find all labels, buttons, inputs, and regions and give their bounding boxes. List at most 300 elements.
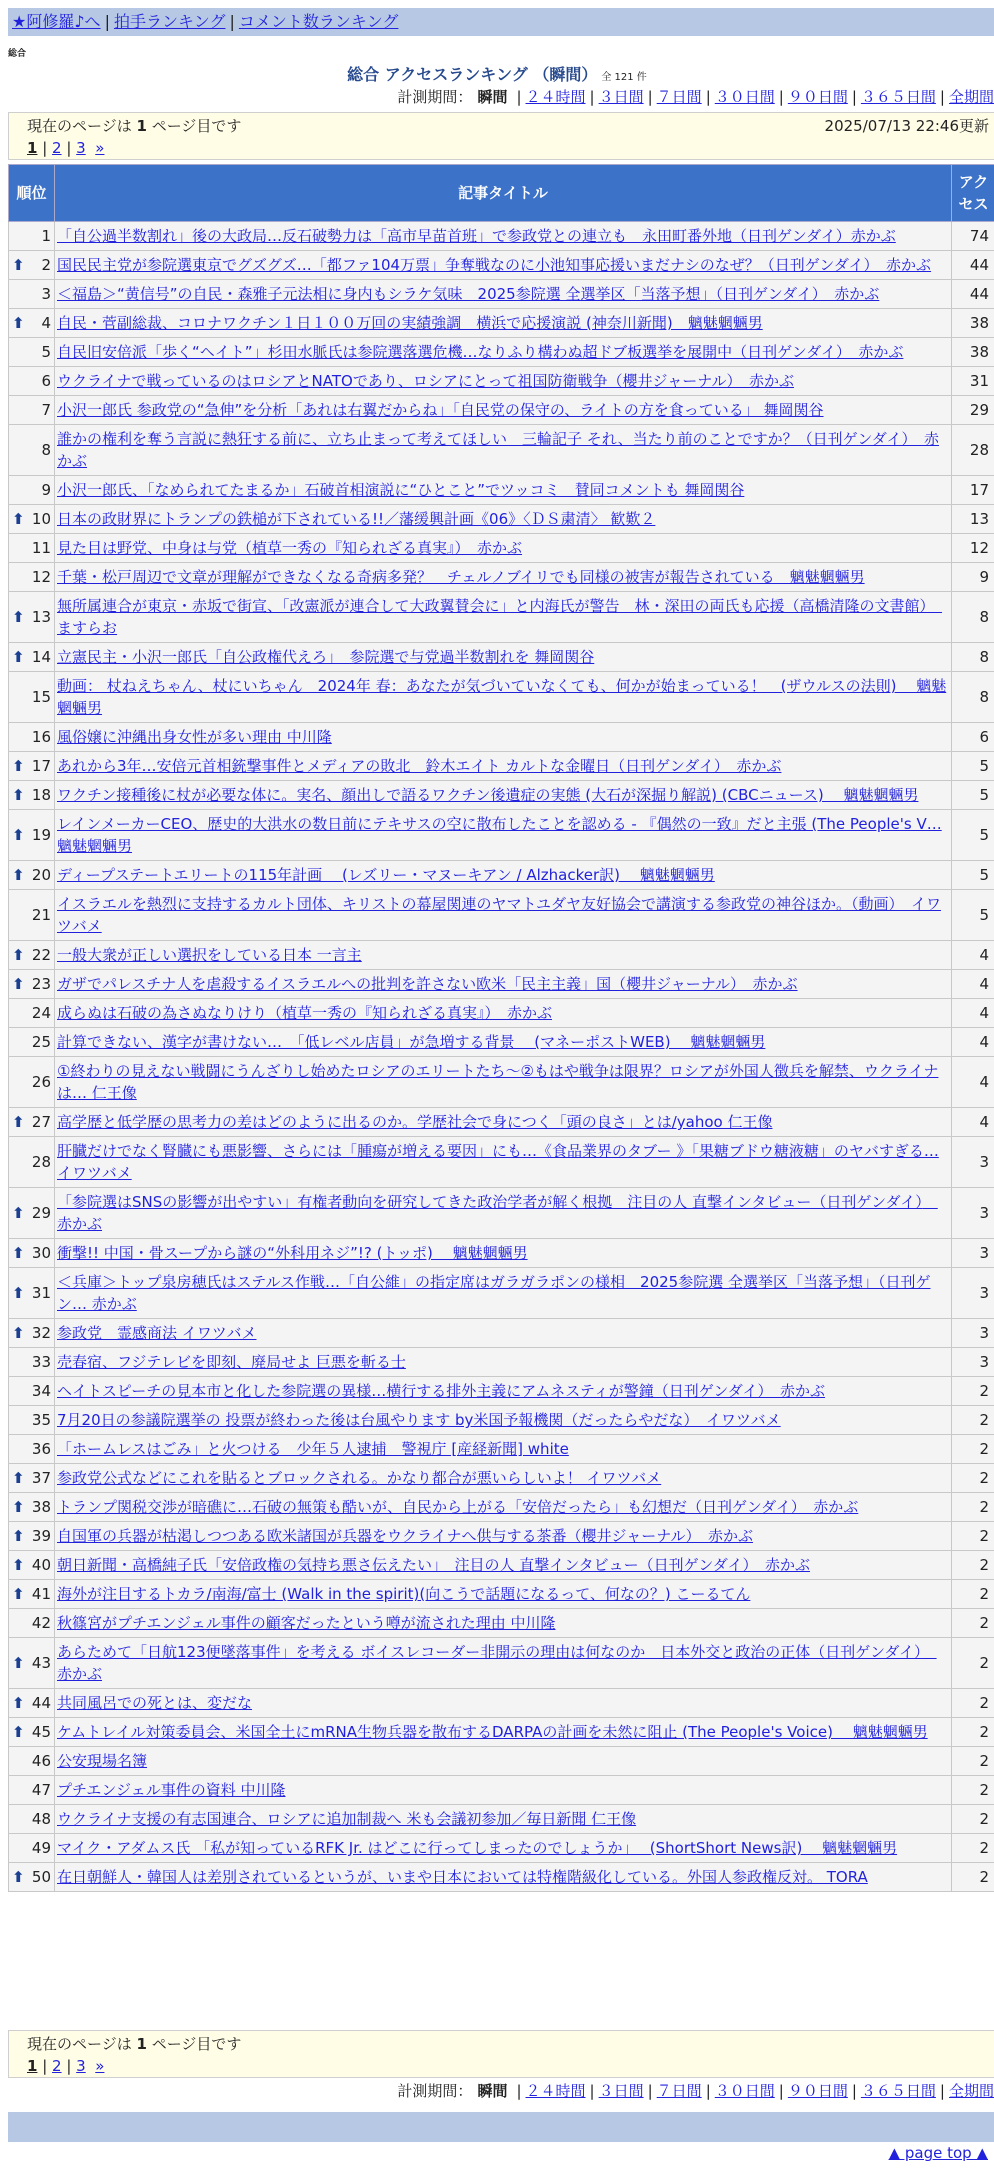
article-title-link[interactable]: 「ホームレスはごみ」と火つける 少年５人逮捕 警視庁 [産経新聞] white (57, 1440, 569, 1458)
title-cell (55, 1108, 952, 1137)
table-row (9, 941, 994, 970)
footer-bar (8, 2112, 994, 2142)
period-3d[interactable]: ３日間 (598, 2082, 644, 2100)
rank-number: 2 (41, 256, 51, 274)
access-count: 4 (952, 999, 994, 1028)
access-count: 3 (952, 1268, 994, 1319)
article-title-link[interactable]: 海外が注目するトカラ/南海/富士 (Walk in the spirit)(向こうで話題になるって、何なの？) こーるてん (57, 1585, 751, 1603)
article-title-link[interactable]: 衝撃!! 中国・骨スープから謎の“外科用ネジ”!? (トッポ) 魑魅魍魎男 (57, 1244, 528, 1262)
access-count: 8 (952, 592, 994, 643)
table-row (9, 476, 994, 505)
table-row (9, 1718, 994, 1747)
access-count: 2 (952, 1718, 994, 1747)
access-count: 5 (952, 861, 994, 890)
access-count: 12 (952, 534, 994, 563)
rank-number: 27 (31, 1113, 51, 1131)
article-title-link[interactable]: プチエンジェル事件の資料 中川隆 (57, 1781, 286, 1799)
title-cell (55, 367, 952, 396)
rank-number: 30 (31, 1244, 51, 1262)
title-cell (55, 476, 952, 505)
up-arrow-icon: ⬆ (12, 1694, 25, 1712)
rank-number: 35 (31, 1411, 51, 1429)
rank-cell (9, 367, 55, 396)
title-cell (55, 723, 952, 752)
article-title-link[interactable]: 国民民主党が参院選東京でグズグズ…「都ファ104万票」争奪戦なのに小池知事応援いまだナシのなぜ？（日刊ゲンダイ） 赤かぶ (57, 256, 932, 274)
page-info-text: 現在のページは 1 ページ目です (27, 2035, 242, 2053)
page-info-text: 現在のページは 1 ページ目です (27, 117, 242, 135)
rank-cell (9, 810, 55, 861)
access-count: 4 (952, 1108, 994, 1137)
table-row (9, 752, 994, 781)
article-title-link[interactable]: イスラエルを熱烈に支持するカルト団体、キリストの幕屋関連のヤマトユダヤ友好協会で講演する参政党の神谷ほか。（動画） イワツバメ (57, 895, 941, 935)
article-title-link[interactable]: ウクライナで戦っているのはロシアとNATOであり、ロシアにとって祖国防衛戦争（櫻井ジャーナル） 赤かぶ (57, 372, 794, 390)
header-access: アクセス (952, 165, 994, 222)
table-row (9, 1057, 994, 1108)
title-cell (55, 643, 952, 672)
header-title: 記事タイトル (55, 165, 952, 222)
rank-number: 17 (31, 757, 51, 775)
table-row (9, 643, 994, 672)
article-title-link[interactable]: 参政党公式などにこれを貼るとブロックされる。かなり都合が悪いらしいよ！ イワツバメ (57, 1469, 662, 1487)
table-row (9, 1377, 994, 1406)
rank-cell (9, 1863, 55, 1892)
page-3-link[interactable]: 3 (76, 2057, 86, 2075)
title-cell (55, 1580, 952, 1609)
rank-number: 42 (31, 1614, 51, 1632)
period-30d[interactable]: ３０日間 (714, 2082, 775, 2100)
article-title-link[interactable]: ①終わりの見えない戦闘にうんざりし始めたロシアのエリートたち～②もはや戦争は限界？ロシアが外国人徴兵を解禁、ウクライナは… 仁王像 (57, 1062, 939, 1102)
access-count: 2 (952, 1435, 994, 1464)
rank-cell (9, 1689, 55, 1718)
period-label: 計測期間： (397, 88, 473, 106)
article-title-link[interactable]: 公安現場名簿 (57, 1752, 148, 1770)
title-cell (55, 505, 952, 534)
up-arrow-icon: ⬆ (12, 1556, 25, 1574)
rank-number: 37 (31, 1469, 51, 1487)
rank-number: 47 (31, 1781, 51, 1799)
rank-number: 36 (31, 1440, 51, 1458)
period-365d[interactable]: ３６５日間 (860, 2082, 936, 2100)
rank-cell (9, 1319, 55, 1348)
access-count: 2 (952, 1834, 994, 1863)
title-cell (55, 1689, 952, 1718)
title-cell (55, 1718, 952, 1747)
page-1-current: 1 (27, 139, 38, 157)
article-title-link[interactable]: 売春宿、フジテレビを即刻、廃局せよ 巨悪を斬る士 (57, 1353, 406, 1371)
table-row (9, 890, 994, 941)
table-row (9, 1551, 994, 1580)
article-title-link[interactable]: 参政党 霊感商法 イワツバメ (57, 1324, 257, 1342)
period-7d[interactable]: ７日間 (656, 2082, 702, 2100)
rank-cell (9, 425, 55, 476)
rank-cell (9, 563, 55, 592)
rank-cell (9, 338, 55, 367)
period-90d[interactable]: ９０日間 (787, 2082, 848, 2100)
up-arrow-icon: ⬆ (12, 1284, 25, 1302)
rank-number: 9 (41, 481, 51, 499)
home-link[interactable]: ★阿修羅♪へ (12, 12, 101, 31)
access-count: 4 (952, 1057, 994, 1108)
rank-cell (9, 251, 55, 280)
access-count: 44 (952, 280, 994, 309)
access-count: 2 (952, 1609, 994, 1638)
table-row (9, 723, 994, 752)
rank-number: 31 (31, 1284, 51, 1302)
up-arrow-icon: ⬆ (12, 866, 25, 884)
article-title-link[interactable]: あらためて「日航123便墜落事件」を考える ボイスレコーダー非開示の理由は何なのか 日本外交と政治の正体（日刊ゲンダイ） 赤かぶ (57, 1643, 937, 1683)
rank-number: 20 (31, 866, 51, 884)
title-cell (55, 1747, 952, 1776)
table-row (9, 1188, 994, 1239)
rank-number: 39 (31, 1527, 51, 1545)
rank-cell (9, 1522, 55, 1551)
title-cell (55, 1348, 952, 1377)
rank-cell (9, 1805, 55, 1834)
title-cell (55, 672, 952, 723)
access-count: 2 (952, 1689, 994, 1718)
rank-cell (9, 309, 55, 338)
title-cell (55, 1493, 952, 1522)
article-title-link[interactable]: ウクライナ支援の有志国連合、ロシアに追加制裁へ 米も会議初参加／毎日新聞 仁王像 (57, 1810, 637, 1828)
page-info-bottom (8, 2030, 994, 2078)
rank-number: 28 (31, 1153, 51, 1171)
up-arrow-icon: ⬆ (12, 256, 25, 274)
period-current: 瞬間 (477, 88, 508, 106)
page-2-link[interactable]: 2 (52, 2057, 62, 2075)
article-title-link[interactable]: 立憲民主・小沢一郎氏「自公政権代えろ」 参院選で与党過半数割れを 舞岡関谷 (57, 648, 595, 666)
table-row (9, 672, 994, 723)
title-cell (55, 1377, 952, 1406)
rank-number: 13 (31, 608, 51, 626)
access-count: 17 (952, 476, 994, 505)
page-title (0, 62, 994, 85)
article-title-link[interactable]: 自民・菅副総裁、コロナワクチン１日１００万回の実績強調 横浜で応援演説 (神奈川新聞) 魑魅魍魎男 (57, 314, 763, 332)
article-title-link[interactable]: 朝日新聞・高橋純子氏「安倍政権の気持ち悪さ伝えたい」 注目の人 直撃インタビュー（日刊ゲンダイ） 赤かぶ (57, 1556, 810, 1574)
rank-number: 46 (31, 1752, 51, 1770)
article-title-link[interactable]: ＜福島＞“黄信号”の自民・森雅子元法相に身内もシラケ気味 2025参院選 全選挙区「当落予想」（日刊ゲンダイ） 赤かぶ (57, 285, 880, 303)
rank-cell (9, 222, 55, 251)
up-arrow-icon: ⬆ (12, 1113, 25, 1131)
rank-cell (9, 752, 55, 781)
top-nav-bar: ★阿修羅♪へ | 拍手ランキング | コメント数ランキング (8, 8, 994, 36)
article-title-link[interactable]: 小沢一郎氏 参政党の“急伸”を分析「あれは右翼だからね」「自民党の保守の、ライトの方を食っている」 舞岡関谷 (57, 401, 824, 419)
article-title-link[interactable]: 千葉・松戸周辺で文章が理解ができなくなる奇病多発？ チェルノブイリでも同様の被害が報告されている 魑魅魍魎男 (57, 568, 865, 586)
page-3-link[interactable]: 3 (76, 139, 86, 157)
title-cell (55, 781, 952, 810)
article-title-link[interactable]: マイク・アダムス氏 「私が知っているRFK Jr. はどこに行ってしまったのでしょうか」 (ShortShort News訳) 魑魅魍魎男 (57, 1839, 898, 1857)
article-title-link[interactable]: 自国軍の兵器が枯渇しつつある欧米諸国が兵器をウクライナへ供与する茶番（櫻井ジャーナル） 赤かぶ (57, 1527, 754, 1545)
rank-cell (9, 1137, 55, 1188)
rank-cell (9, 861, 55, 890)
page-top-link[interactable]: ▲ page top ▲ (888, 2144, 988, 2162)
title-cell (55, 1464, 952, 1493)
table-row (9, 251, 994, 280)
clap-ranking-link[interactable]: 拍手ランキング (113, 12, 226, 31)
article-title-link[interactable]: 秋篠宮がプチエンジェル事件の顧客だったという噂が流された理由 中川隆 (57, 1614, 556, 1632)
period-all[interactable]: 全期間 (948, 2082, 994, 2100)
access-count: 74 (952, 222, 994, 251)
title-cell (55, 1239, 952, 1268)
table-row (9, 592, 994, 643)
access-count: 2 (952, 1464, 994, 1493)
title-cell (55, 1268, 952, 1319)
table-row (9, 1776, 994, 1805)
article-title-link[interactable]: 7月20日の参議院選挙の 投票が終わった後は台風やります by米国予報機関（だったらやだな） イワツバメ (57, 1411, 781, 1429)
next-page-link[interactable]: » (95, 2057, 105, 2075)
access-count: 6 (952, 723, 994, 752)
up-arrow-icon: ⬆ (12, 1868, 25, 1886)
table-row (9, 1464, 994, 1493)
access-count: 2 (952, 1580, 994, 1609)
access-count: 31 (952, 367, 994, 396)
period-selector: 計測期間： 瞬間 | ２４時間 | ３日間 | ７日間 | ３０日間 | ９０日間 | ３６５日間 | 全期間 (397, 88, 994, 106)
title-cell (55, 1188, 952, 1239)
table-row (9, 338, 994, 367)
access-count: 2 (952, 1776, 994, 1805)
title-cell (55, 1137, 952, 1188)
header-rank: 順位 (9, 165, 55, 222)
next-page-link[interactable]: » (95, 139, 105, 157)
title-cell (55, 1319, 952, 1348)
article-title-link[interactable]: レインメーカーCEO、歴史的大洪水の数日前にテキサスの空に散布したことを認める - 『偶然の一致』だと主張 (The People's V… 魑魅魍魎男 (57, 815, 942, 855)
up-arrow-icon: ⬆ (12, 314, 25, 332)
access-count: 38 (952, 338, 994, 367)
up-arrow-icon: ⬆ (12, 648, 25, 666)
title-cell (55, 1609, 952, 1638)
access-count: 2 (952, 1747, 994, 1776)
rank-number: 14 (31, 648, 51, 666)
up-arrow-icon: ⬆ (12, 608, 25, 626)
title-cell (55, 1551, 952, 1580)
up-arrow-icon: ⬆ (12, 1527, 25, 1545)
rank-cell (9, 1406, 55, 1435)
access-count: 2 (952, 1863, 994, 1892)
period-24h[interactable]: ２４時間 (525, 88, 586, 106)
up-arrow-icon: ⬆ (12, 946, 25, 964)
rank-cell (9, 723, 55, 752)
rank-number: 49 (31, 1839, 51, 1857)
article-title-link[interactable]: 成らぬは石破の為さぬなりけり（植草一秀の『知られざる真実』） 赤かぶ (57, 1004, 553, 1022)
access-count: 13 (952, 505, 994, 534)
page-info-top (8, 112, 994, 160)
article-title-link[interactable]: 風俗嬢に沖縄出身女性が多い理由 中川隆 (57, 728, 332, 746)
title-cell (55, 1435, 952, 1464)
article-title-link[interactable]: 一般大衆が正しい選択をしている日本 一言主 (57, 946, 362, 964)
article-title-link[interactable]: 自民旧安倍派「歩く“ヘイト”」杉田水脈氏は参院選落選危機…なりふり構わぬ超ドブ板選挙を展開中（日刊ゲンダイ） 赤かぶ (57, 343, 904, 361)
table-row (9, 1239, 994, 1268)
rank-cell (9, 1493, 55, 1522)
table-row (9, 1406, 994, 1435)
pagination: 1 | 2 | 3 » (27, 139, 105, 157)
up-arrow-icon: ⬆ (12, 1324, 25, 1342)
title-cell (55, 810, 952, 861)
table-row (9, 1522, 994, 1551)
access-count: 29 (952, 396, 994, 425)
rank-number: 4 (41, 314, 51, 332)
article-title-link[interactable]: 動画： 杖ねえちゃん、杖にいちゃん 2024年 春：あなたが気づいていなくても、何かが始まっている！ (ザウルスの法則) 魑魅魍魎男 (57, 677, 947, 717)
article-title-link[interactable]: ガザでパレスチナ人を虐殺するイスラエルへの批判を許さない欧米「民主主義」国（櫻井ジャーナル） 赤かぶ (57, 975, 798, 993)
table-row (9, 1108, 994, 1137)
up-arrow-icon: ⬆ (12, 1244, 25, 1262)
period-3d[interactable]: ３日間 (598, 88, 644, 106)
rank-cell (9, 1638, 55, 1689)
up-arrow-icon: ⬆ (12, 1585, 25, 1603)
period-24h[interactable]: ２４時間 (525, 2082, 586, 2100)
title-cell (55, 222, 952, 251)
article-title-link[interactable]: 見た目は野党、中身は与党（植草一秀の『知られざる真実』） 赤かぶ (57, 539, 523, 557)
article-title-link[interactable]: ワクチン接種後に杖が必要な体に。実名、顔出しで語るワクチン後遺症の実態 (大石が深掘り解説) (CBCニュース) 魑魅魍魎男 (57, 786, 919, 804)
up-arrow-icon: ⬆ (12, 757, 25, 775)
article-title-link[interactable]: ＜兵庫＞トップ泉房穂氏はステルス作戦…「自公維」の指定席はガラガラポンの様相 2025参院選 全選挙区「当落予想」（日刊ゲン… 赤かぶ (57, 1273, 931, 1313)
table-row (9, 1580, 994, 1609)
article-title-link[interactable]: 無所属連合が東京・赤坂で街宣、「改憲派が連合して大政翼賛会に」と内海氏が警告 林・深田の両氏も応援（高橋清隆の文書館） ますらお (57, 597, 943, 637)
table-row (9, 861, 994, 890)
rank-cell (9, 1435, 55, 1464)
access-count: 2 (952, 1638, 994, 1689)
period-all[interactable]: 全期間 (948, 88, 994, 106)
rank-cell (9, 890, 55, 941)
period-365d[interactable]: ３６５日間 (860, 88, 936, 106)
table-row (9, 222, 994, 251)
table-row (9, 1834, 994, 1863)
rank-cell (9, 1834, 55, 1863)
period-30d[interactable]: ３０日間 (714, 88, 775, 106)
title-cell (55, 941, 952, 970)
rank-cell (9, 1057, 55, 1108)
title-cell (55, 890, 952, 941)
article-title-link[interactable]: 「参院選はSNSの影響が出やすい」有権者動向を研究してきた政治学者が解く根拠 注目の人 直撃インタビュー（日刊ゲンダイ） 赤かぶ (57, 1193, 938, 1233)
article-title-link[interactable]: 高学歴と低学歴の思考力の差はどのように出るのか。学歴社会で身につく「頭の良さ」とは/yahoo 仁王像 (57, 1113, 773, 1131)
up-arrow-icon: ⬆ (12, 1204, 25, 1222)
article-title-link[interactable]: あれから3年…安倍元首相銃撃事件とメディアの敗北 鈴木エイト カルトな金曜日（日刊ゲンダイ） 赤かぶ (57, 757, 782, 775)
period-90d[interactable]: ９０日間 (787, 88, 848, 106)
title-cell (55, 1028, 952, 1057)
rank-number: 24 (31, 1004, 51, 1022)
article-title-link[interactable]: ヘイトスピーチの見本市と化した参院選の異様…横行する排外主義にアムネスティが警鐘（日刊ゲンダイ） 赤かぶ (57, 1382, 826, 1400)
article-title-link[interactable]: トランプ関税交渉が暗礁に…石破の無策も酷いが、自民から上がる「安倍だったら」も幻想だ（日刊ゲンダイ） 赤かぶ (57, 1498, 859, 1516)
rank-cell (9, 534, 55, 563)
table-row (9, 1137, 994, 1188)
access-count: 5 (952, 810, 994, 861)
title-cell (55, 251, 952, 280)
rank-cell (9, 505, 55, 534)
period-7d[interactable]: ７日間 (656, 88, 702, 106)
rank-number: 11 (31, 539, 51, 557)
table-row (9, 367, 994, 396)
title-cell (55, 309, 952, 338)
table-row (9, 1747, 994, 1776)
up-arrow-icon: ⬆ (12, 786, 25, 804)
table-row (9, 425, 994, 476)
article-title-link[interactable]: 共同風呂での死とは、変だな (57, 1694, 253, 1712)
updated-time: 2025/07/13 22:46更新 (824, 117, 989, 135)
title-cell (55, 1638, 952, 1689)
title-cell (55, 534, 952, 563)
rank-number: 44 (31, 1694, 51, 1712)
table-row (9, 1689, 994, 1718)
title-cell (55, 1863, 952, 1892)
table-row (9, 999, 994, 1028)
article-title-link[interactable]: 在日朝鮮人・韓国人は差別されているというが、いまや日本においては特権階級化している。外国人参政権反対。 TORA (57, 1868, 868, 1886)
access-count: 8 (952, 672, 994, 723)
article-title-link[interactable]: 計算できない、漢字が書けない… 「低レベル店員」が急増する背景 (マネーポストWEB) 魑魅魍魎男 (57, 1033, 766, 1051)
table-row (9, 280, 994, 309)
category-label: 総合 (8, 49, 27, 59)
article-title-link[interactable]: ディープステートエリートの115年計画 (レズリー・マヌーキアン / Alzhacker訳) 魑魅魍魎男 (57, 866, 715, 884)
title-cell (55, 1057, 952, 1108)
article-title-link[interactable]: ケムトレイル対策委員会、米国全土にmRNA生物兵器を散布するDARPAの計画を未然に阻止 (The People's Voice) 魑魅魍魎男 (57, 1723, 928, 1741)
ranking-title: 総合 アクセスランキング （瞬間） (347, 65, 598, 84)
up-arrow-icon: ⬆ (12, 975, 25, 993)
rank-cell (9, 643, 55, 672)
table-row (9, 1435, 994, 1464)
rank-number: 22 (31, 946, 51, 964)
table-row (9, 781, 994, 810)
comment-ranking-link[interactable]: コメント数ランキング (238, 12, 399, 31)
access-count: 9 (952, 563, 994, 592)
access-count: 2 (952, 1377, 994, 1406)
ranking-table (8, 164, 994, 1892)
access-count: 8 (952, 643, 994, 672)
access-count: 3 (952, 1319, 994, 1348)
rank-number: 38 (31, 1498, 51, 1516)
table-header (9, 165, 994, 222)
rank-cell (9, 1718, 55, 1747)
title-cell (55, 970, 952, 999)
rank-number: 7 (41, 401, 51, 419)
rank-number: 33 (31, 1353, 51, 1371)
rank-number: 43 (31, 1654, 51, 1672)
rank-number: 48 (31, 1810, 51, 1828)
rank-number: 40 (31, 1556, 51, 1574)
rank-number: 25 (31, 1033, 51, 1051)
rank-cell (9, 396, 55, 425)
table-body (9, 222, 994, 1892)
table-row (9, 1028, 994, 1057)
rank-cell (9, 1551, 55, 1580)
rank-cell (9, 1348, 55, 1377)
access-count: 3 (952, 1188, 994, 1239)
rank-number: 16 (31, 728, 51, 746)
access-count: 2 (952, 1551, 994, 1580)
access-count: 4 (952, 941, 994, 970)
access-count: 2 (952, 1805, 994, 1834)
rank-cell (9, 1776, 55, 1805)
title-cell (55, 563, 952, 592)
table-row (9, 1493, 994, 1522)
title-cell (55, 1776, 952, 1805)
rank-number: 10 (31, 510, 51, 528)
table-row (9, 505, 994, 534)
pagination: 1 | 2 | 3 » (27, 2057, 105, 2075)
article-title-link[interactable]: 肝臓だけでなく腎臓にも悪影響、さらには「腫瘍が増える要因」にも…《食品業界のタブー 》「果糖ブドウ糖液糖」のヤバすぎる… イワツバメ (57, 1142, 939, 1182)
access-count: 2 (952, 1406, 994, 1435)
rank-cell (9, 1108, 55, 1137)
page-2-link[interactable]: 2 (52, 139, 62, 157)
article-title-link[interactable]: 日本の政財界にトランプの鉄槌が下されている!!／藩缓興計画《06》〈ＤＳ粛清〉 歓歎２ (57, 510, 656, 528)
access-count: 5 (952, 890, 994, 941)
rank-number: 3 (41, 285, 51, 303)
rank-cell (9, 1580, 55, 1609)
rank-number: 34 (31, 1382, 51, 1400)
rank-cell (9, 672, 55, 723)
title-cell (55, 1522, 952, 1551)
title-cell (55, 752, 952, 781)
article-title-link[interactable]: 「自公過半数割れ」後の大政局…反石破勢力は「高市早苗首班」で参政党との連立も 永田町番外地（日刊ゲンダイ）赤かぶ (57, 227, 896, 245)
article-title-link[interactable]: 小沢一郎氏、「なめられてたまるか」石破首相演説に“ひとこと”でツッコミ 賛同コメントも 舞岡関谷 (57, 481, 745, 499)
rank-cell (9, 1464, 55, 1493)
article-title-link[interactable]: 誰かの権利を奪う言説に熱狂する前に、立ち止まって考えてほしい 三輪記子 それ、当たり前のことですか？（日刊ゲンダイ） 赤かぶ (57, 430, 939, 470)
